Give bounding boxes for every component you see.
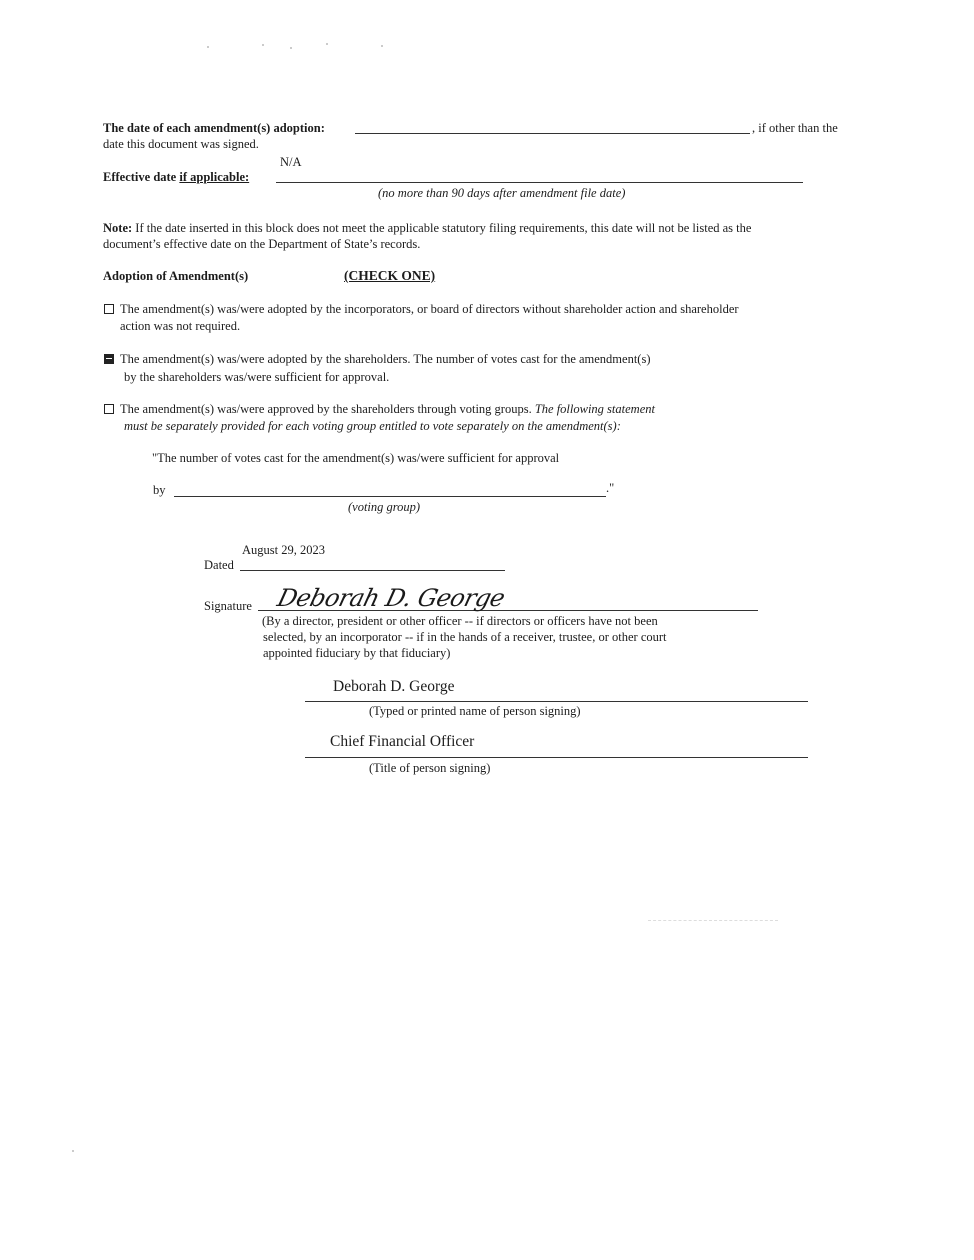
scan-speck [72, 1150, 74, 1152]
printed-name-line[interactable] [305, 701, 808, 702]
option-2-line1: The amendment(s) was/were adopted by the shareholders. The number of votes cast for the amendment(s) [120, 352, 651, 366]
adoption-date-suffix: , if other than the [752, 121, 838, 135]
effective-date-label-prefix: Effective date [103, 170, 177, 184]
adoption-date-line2: date this document was signed. [103, 137, 259, 151]
effective-date-note: (no more than 90 days after amendment file date) [378, 186, 626, 200]
option-3-line2: must be separately provided for each voting group entitled to vote separately on the amendment(s): [124, 419, 621, 433]
voting-group-caption: (voting group) [348, 500, 421, 514]
signer-title-caption: (Title of person signing) [369, 761, 491, 775]
scan-speck [290, 47, 292, 49]
date-value: August 29, 2023 [242, 543, 325, 557]
option-1-line2: action was not required. [120, 319, 241, 333]
option-3-checkbox[interactable] [104, 404, 114, 414]
dated-field[interactable] [240, 570, 505, 571]
signer-title: Chief Financial Officer [330, 733, 475, 750]
scan-smudge [648, 920, 778, 921]
scan-speck [381, 45, 383, 47]
signature-note-line1: (By a director, president or other officer -- if directors or officers have not been [262, 614, 658, 628]
signature-label: Signature [204, 599, 252, 613]
adoption-date-field[interactable] [355, 133, 750, 134]
effective-date-label-underlined: if applicable: [179, 170, 250, 184]
by-close-quote: ." [606, 481, 615, 495]
adoption-date-label: The date of each amendment(s) adoption: [103, 121, 325, 135]
option-1-checkbox[interactable] [104, 304, 114, 314]
scan-speck [207, 46, 209, 48]
signature-note-line2: selected, by an incorporator -- if in the hands of a receiver, trustee, or other court [263, 630, 667, 644]
voting-group-field[interactable] [174, 496, 606, 497]
option-3-line1-wrap [120, 402, 655, 417]
printed-name: Deborah D. George [333, 678, 455, 695]
signer-title-line[interactable] [305, 757, 808, 758]
option-3-line1-italic: The following statement [534, 402, 655, 416]
scan-speck [262, 44, 264, 46]
check-one-label: (CHECK ONE) [344, 268, 436, 283]
effective-date-label [103, 170, 249, 185]
signature-note-line3: appointed fiduciary by that fiduciary) [263, 646, 451, 660]
effective-date-value: N/A [280, 155, 302, 169]
printed-name-caption: (Typed or printed name of person signing) [369, 704, 581, 718]
option-2-line2: by the shareholders was/were sufficient for approval. [124, 370, 390, 384]
scan-speck [326, 43, 328, 45]
note-text-line2: document’s effective date on the Department of State’s records. [103, 237, 421, 251]
voting-statement: "The number of votes cast for the amendment(s) was/were sufficient for approval [152, 451, 560, 465]
dated-label: Dated [204, 558, 234, 572]
note-label: Note: [103, 221, 133, 235]
by-label: by [153, 483, 166, 497]
option-1-line1: The amendment(s) was/were adopted by the incorporators, or board of directors without shareholder action and shareholder [120, 302, 739, 316]
note-text-line1: If the date inserted in this block does not meet the applicable statutory filing requirements, this date will not be listed as the [132, 221, 752, 235]
effective-date-field[interactable] [276, 182, 803, 183]
adoption-heading: Adoption of Amendment(s) [103, 269, 249, 283]
note-line1 [103, 221, 751, 236]
option-2-checkbox-checked[interactable] [104, 354, 114, 364]
option-3-line1: The amendment(s) was/were approved by the shareholders through voting groups. [120, 402, 532, 416]
handwritten-signature: Deborah D. George [274, 584, 508, 612]
